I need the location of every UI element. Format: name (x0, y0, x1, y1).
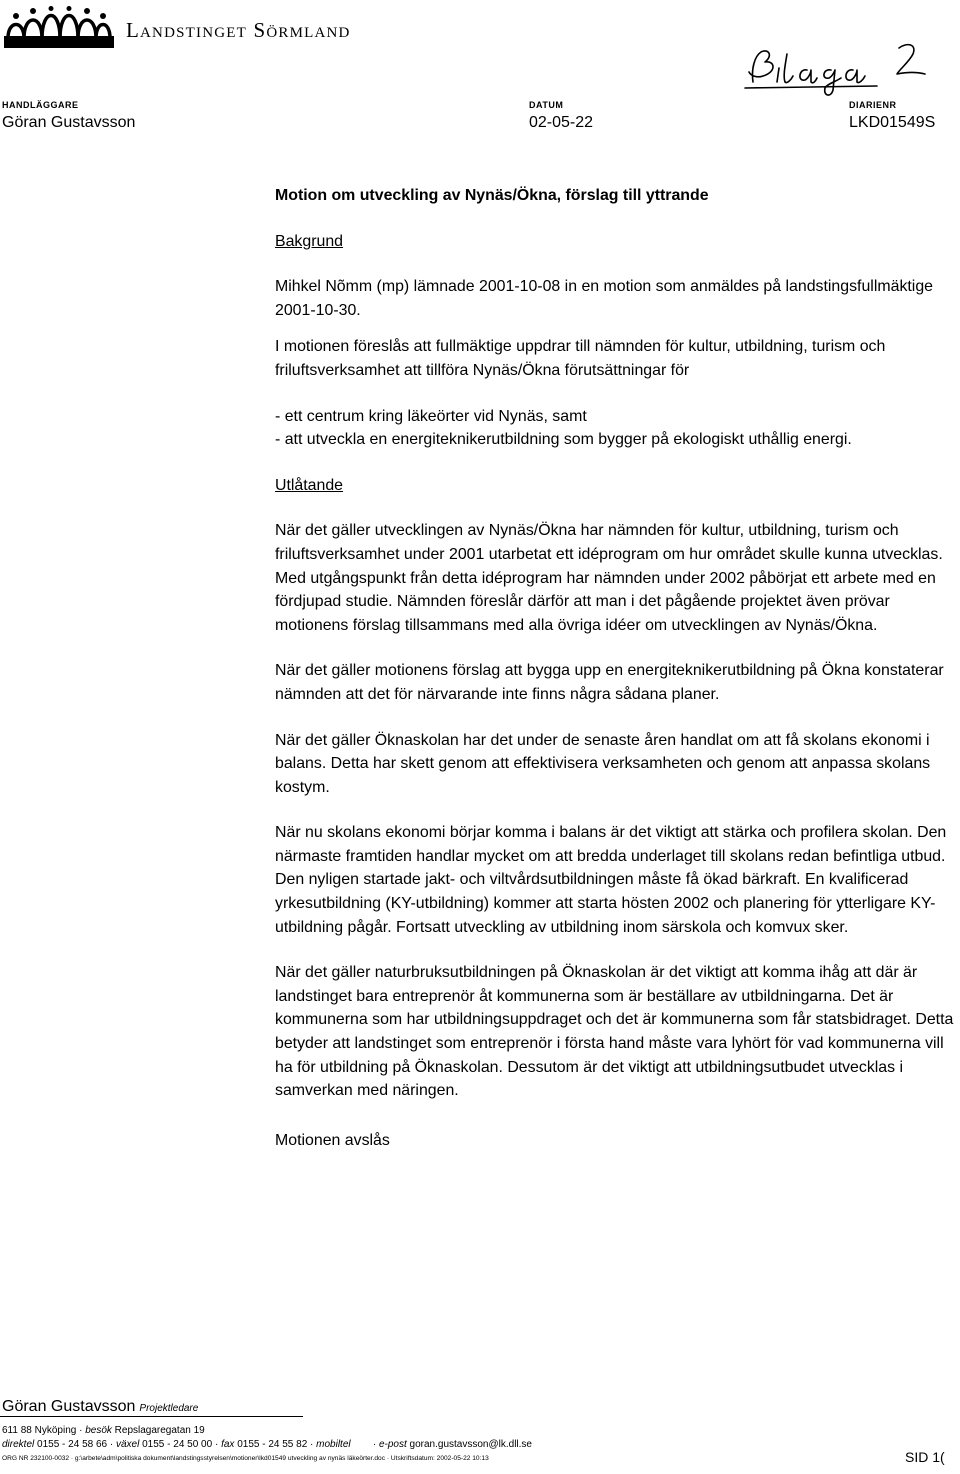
footer-address (2, 1425, 205, 1436)
footer-vaxel: 0155 - 24 50 00 · (139, 1439, 222, 1450)
utlatande-paragraph-3: När det gäller Öknaskolan har det under de senaste åren handlat om att få skolans ekonomi i balans. Detta har skett genom att effektivisera verksamheten och genom att anpassa skolans kostym. (275, 731, 931, 796)
footer-contact (2, 1439, 532, 1450)
handlaggare-value: Göran Gustavsson (2, 114, 136, 131)
footer-besok-label: besök (85, 1425, 112, 1436)
proposal-item-1: - ett centrum kring läkeörter vid Nynäs, samt (275, 407, 587, 425)
document-body (275, 184, 960, 1152)
datum-label: DATUM (529, 100, 564, 110)
utlatande-heading: Utlåtande (275, 476, 344, 494)
footer-email-link[interactable]: goran.gustavsson@lk.dll.se (406, 1439, 532, 1450)
footer-direktel-label: direktel (2, 1439, 35, 1450)
footer-org-line: ORG NR 232100-0032 · g:\arbete\adm\politiska dokument\landstingsstyrelsen\motioner\lkd01549 utveckling av nynäs läkeörter.doc · Utskriftsdatum: 2002-05-22 10:13 (2, 1455, 489, 1462)
utlatande-paragraph-2: När det gäller motionens förslag att bygga upp en energiteknikerutbildning på Ökna konstaterar nämnden att det för närvarande inte finns några sådana planer. (275, 662, 944, 703)
footer-postal: 611 88 Nyköping · (2, 1425, 86, 1436)
footer-divider (0, 1416, 303, 1417)
footer-author-role: Projektledare (139, 1403, 199, 1414)
footer-fax-label: fax (221, 1439, 235, 1450)
footer-mobiltel: · (350, 1439, 379, 1450)
diarienr-value: LKD01549S (849, 114, 936, 131)
utlatande-paragraph-1: När det gäller utvecklingen av Nynäs/Ökna har nämnden för kultur, utbildning, turism och friluftsverksamhet under 2001 utarbetat ett idéprogram om hur området skulle kunna utvecklas. Med utgångspunkt från detta idéprogram har nämnden under 2002 påbörjat ett arbete med en fördjupad studie. Nämnden föreslår därför att man i det pågående projektet även prövar motionens förslag tillsammans med alla övriga idéer om utvecklingen av Nynäs/Ökna. (275, 522, 943, 634)
bakgrund-paragraph-2: I motionen föreslås att fullmäktige uppdrar till nämnden för kultur, utbildning, turism och friluftsverksamhet att tillföra Nynäs/Ökna förutsättningar för (275, 338, 886, 379)
diarienr-label: DIARIENR (849, 100, 897, 110)
organization-name: Landstinget Sörmland (126, 18, 351, 42)
conclusion: Motionen avslås (275, 1131, 390, 1149)
footer-vaxel-label: växel (115, 1439, 140, 1450)
page-number: SID 1( (905, 1449, 945, 1465)
utlatande-paragraph-5: När det gäller naturbruksutbildningen på Öknaskolan är det viktigt att komma ihåg att där är landstinget bara entreprenör åt kommunerna som är beställare av utbildningarna. Det är kommunerna som har utbildningsuppdraget och det är kommunerna som får statsbidraget. Detta betyder att landstinget som entreprenör i första hand måste vara lyhört för vad kommunerna vill ha för utbildning på Öknaskolan. Dessutom är det viktigt att utbildningsutbudet utvecklas i samverkan med näringen. (275, 964, 954, 1100)
footer-direktel: 0155 - 24 58 66 · (34, 1439, 116, 1450)
document-title: Motion om utveckling av Nynäs/Ökna, förslag till yttrande (275, 187, 709, 204)
footer-author (2, 1398, 198, 1416)
handlaggare-label: HANDLÄGGARE (2, 100, 79, 110)
datum-value: 02-05-22 (529, 114, 594, 131)
footer-epost-label: e-post (378, 1439, 407, 1450)
footer-mobiltel-label: mobiltel (316, 1439, 351, 1450)
bakgrund-heading: Bakgrund (275, 232, 344, 250)
footer-author-name: Göran Gustavsson (2, 1398, 136, 1415)
footer-street: Repslagaregatan 19 (111, 1425, 205, 1436)
utlatande-paragraph-4: När nu skolans ekonomi börjar komma i balans är det viktigt att stärka och profilera skolan. Den närmaste framtiden handlar mycket om att bredda underlaget till skolans redan befintliga utbud. Den nyligen startade jakt- och viltvårdsutbildningen måste få ökad bärkraft. En kvalificerad yrkesutbildning (KY-utbildning) kommer att starta hösten 2002 och planering för ytterligare KY-utbildning pågår. Fortsatt utveckling av utbildning inom särskola och komvux sker. (275, 824, 947, 936)
handwritten-bilaga-annotation (727, 30, 960, 100)
landstinget-logo (4, 6, 114, 48)
proposal-item-2: - att utveckla en energiteknikerutbildning som bygger på ekologiskt uthållig energi. (275, 431, 852, 449)
footer-fax: 0155 - 24 55 82 · (234, 1439, 317, 1450)
bakgrund-paragraph-1: Mihkel Nõmm (mp) lämnade 2001-10-08 in en motion som anmäldes på landstingsfullmäktige 2001-10-30. (275, 278, 934, 319)
